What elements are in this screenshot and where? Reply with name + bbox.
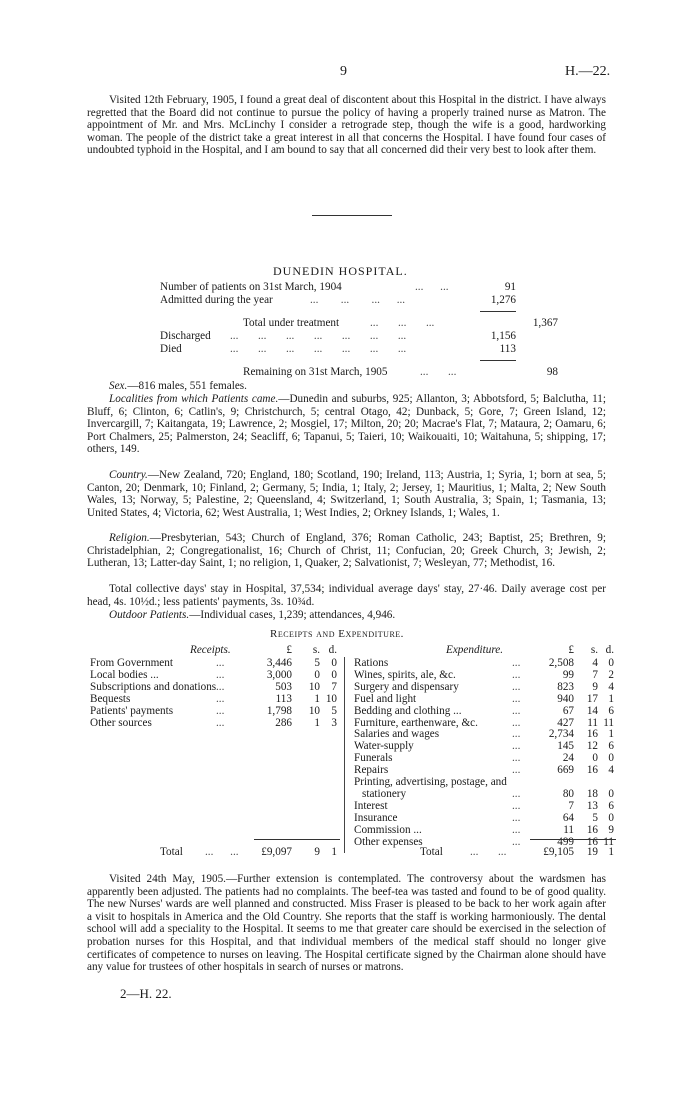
expense-pounds: 2,508 bbox=[548, 657, 574, 669]
expenditure-total-shillings: 19 bbox=[586, 846, 598, 858]
expense-label: Rations bbox=[354, 657, 389, 669]
expense-shillings: 16 bbox=[586, 764, 598, 777]
col-pence: d. bbox=[328, 644, 337, 656]
expense-pounds: 24 bbox=[562, 752, 574, 765]
religion-text: —Presbyterian, 543; Church of England, 376; Roman Catholic, 243; Baptist, 25; Brethren, 9; Christadelphian, 2; Congregationalist, 16; Church of Christ, 11; Confucian, 20; Greek Church, 3; Jewish, 2; Lutheran, 13; Latter-day Saint, 1; no religion, 1, Quaker, 2; Salvationist, 7; Wesleyan, 77; Methodist, 16. bbox=[87, 532, 606, 570]
receipt-label: Local bodies ... bbox=[90, 668, 159, 681]
receipts-total-shillings: 9 bbox=[314, 846, 320, 858]
dot-leader: ... ... ... ... ... ... ... bbox=[230, 330, 407, 342]
expense-shillings: 5 bbox=[592, 811, 598, 824]
dot-leader: ... bbox=[512, 657, 521, 669]
expense-label: stationery bbox=[362, 787, 407, 800]
expense-pounds: 499 bbox=[557, 835, 574, 848]
expense-pence: 11 bbox=[603, 716, 614, 729]
receipt-pence: 0 bbox=[331, 668, 337, 681]
expenditure-total-label: Total bbox=[420, 846, 443, 858]
receipt-pounds: 503 bbox=[275, 680, 292, 693]
receipt-shillings: 1 bbox=[314, 692, 320, 705]
expense-pence: 0 bbox=[608, 657, 614, 669]
dot-leader: ... ... bbox=[415, 281, 449, 293]
dot-leader: ... bbox=[512, 835, 521, 848]
receipt-pence: 3 bbox=[331, 716, 337, 729]
expense-pence: 0 bbox=[608, 811, 614, 824]
receipts-total-pounds: £9,097 bbox=[261, 846, 292, 858]
dot-leader: ... ... bbox=[420, 366, 457, 378]
receipt-pounds: 286 bbox=[275, 716, 292, 729]
stat-value-remaining: 98 bbox=[546, 366, 558, 378]
expense-label: Commission ... bbox=[354, 823, 422, 836]
expense-pence: 1 bbox=[608, 728, 614, 741]
col-pence: d. bbox=[605, 644, 614, 656]
receipt-label: Other sources bbox=[90, 716, 152, 729]
receipt-pence: 0 bbox=[331, 657, 337, 669]
expense-label: Printing, advertising, postage, and bbox=[354, 776, 507, 788]
religion-label: Religion. bbox=[109, 532, 150, 544]
expense-pence: 9 bbox=[608, 823, 614, 836]
expense-pounds: 145 bbox=[557, 740, 574, 753]
page-number: 9 bbox=[340, 64, 347, 79]
expense-shillings: 17 bbox=[586, 692, 598, 705]
outdoor-paragraph bbox=[87, 609, 606, 622]
expense-label: Bedding and clothing ... bbox=[354, 704, 462, 717]
expense-pounds: 823 bbox=[557, 680, 574, 693]
receipt-label: Bequests bbox=[90, 692, 131, 705]
receipt-shillings: 5 bbox=[314, 657, 320, 669]
dot-leader: ... bbox=[512, 680, 521, 693]
second-visit-paragraph: Visited 24th May, 1905.—Further extension is contemplated. The controversy about the wardsmen has apparently been adjusted. The patients had no complaints. The beef-tea was tasted and found to be of good quality. The new Nurses' wards are well planned and constructed. Miss Fraser is pleased to be back to her work again after a visit to hospitals in America and the Old Country. She reports that the staff is working harmoniously. The dental school will add a speciality to the Hospital. It seems to me that greater care should be exercised in the selection of probation nurses for this Hospital, and that individual members of the medical staff should no longer give certificates of competence to nurses on leaving. The Hospital certificate signed by the Chairman alone should have any value for trustees of other hospitals in search of nurses or matrons. bbox=[87, 873, 606, 974]
expense-pence: 6 bbox=[608, 799, 614, 812]
receipt-shillings: 0 bbox=[314, 668, 320, 681]
stat-value-total: 1,367 bbox=[532, 317, 558, 329]
localities-label: Localities from which Patients came. bbox=[109, 393, 279, 405]
receipt-pence: 7 bbox=[331, 680, 337, 693]
expense-label: Interest bbox=[354, 799, 388, 812]
expense-shillings: 13 bbox=[586, 799, 598, 812]
dot-leader: ... bbox=[512, 728, 521, 741]
col-shillings: s. bbox=[590, 644, 598, 656]
dot-leader: ... bbox=[512, 716, 521, 729]
outdoor-label: Outdoor Patients. bbox=[109, 609, 190, 621]
expense-pence: 6 bbox=[608, 704, 614, 717]
dot-leader: ... bbox=[216, 657, 225, 669]
receipt-pence: 10 bbox=[325, 692, 337, 705]
total-rule bbox=[254, 839, 340, 840]
expense-label: Surgery and dispensary bbox=[354, 680, 459, 693]
receipt-label: From Government bbox=[90, 657, 173, 669]
expense-shillings: 16 bbox=[586, 728, 598, 741]
expense-shillings: 7 bbox=[592, 668, 598, 681]
dot-leader: ... bbox=[512, 704, 521, 717]
sex-text: —816 males, 551 females. bbox=[127, 380, 247, 392]
localities-text: —Dunedin and suburbs, 925; Allanton, 3; Abbotsford, 5; Balclutha, 11; Bluff, 6; Clinton, 6; Catlin's, 9; Christchurch, 5; central Otago, 42; Dunback, 5; Gore, 7; Green Island, 12; Invercargill, 7; Kaitangata, 19; Lawrence, 2; Mosgiel, 17; Milton, 20; 20; Macrae's Flat, 7; Mataura, 2; Oamaru, 6; Port Chalmers, 25; Palmerston, 24; Seacliff, 6; Tapanui, 5; Taieri, 10; Waikouaiti, 10; Waitahuna, 5; shipping, 17; others, 149. bbox=[87, 393, 606, 456]
expense-pounds: 11 bbox=[563, 823, 574, 836]
dot-leader: ... bbox=[216, 704, 225, 717]
stat-label-remaining: Remaining on 31st March, 1905 bbox=[243, 366, 388, 378]
expense-pounds: 427 bbox=[557, 716, 574, 729]
expense-pence: 11 bbox=[603, 835, 614, 848]
stat-value-discharged: 1,156 bbox=[490, 330, 516, 342]
receipts-total-label: Total bbox=[160, 846, 183, 858]
accounts-title: Receipts and Expenditure. bbox=[270, 628, 404, 640]
expense-pence: 0 bbox=[608, 752, 614, 765]
stat-value-start: 91 bbox=[504, 281, 516, 293]
stat-label-total: Total under treatment bbox=[243, 317, 340, 329]
sum-rule bbox=[480, 311, 516, 312]
receipt-pounds: 113 bbox=[275, 692, 292, 705]
localities-paragraph bbox=[87, 393, 606, 456]
expense-pence: 4 bbox=[608, 764, 614, 777]
dot-leader: ... bbox=[216, 716, 225, 729]
total-rule bbox=[530, 839, 616, 840]
expense-shillings: 11 bbox=[587, 716, 598, 729]
dot-leader: ... bbox=[512, 787, 521, 800]
expense-label: Salaries and wages bbox=[354, 728, 440, 741]
dot-leader: ... bbox=[512, 740, 521, 753]
expense-pounds: 64 bbox=[562, 811, 574, 824]
dot-leader: ... bbox=[512, 692, 521, 705]
dot-leader: ... bbox=[512, 668, 521, 681]
expense-shillings: 0 bbox=[592, 752, 598, 765]
dot-leader: ... ... bbox=[470, 846, 507, 858]
dot-leader: ... bbox=[512, 752, 521, 765]
expense-shillings: 16 bbox=[586, 835, 598, 848]
expense-label: Wines, spirits, ale, &c. bbox=[354, 668, 456, 681]
expense-pounds: 67 bbox=[562, 704, 574, 717]
receipt-pence: 5 bbox=[331, 704, 337, 717]
receipt-label: Subscriptions and donations bbox=[90, 680, 217, 693]
country-text: —New Zealand, 720; England, 180; Scotland, 190; Ireland, 113; Austria, 1; Syria, 1; born at sea, 5; Canton, 20; Denmark, 10; Finland, 2; Germany, 5; India, 1; Italy, 2; Jersey, 1; Mauritius, 1; Malta, 2; New South Wales, 13; Norway, 5; Palestine, 2; Queensland, 4; Switzerland, 1; South Australia, 3; Spain, 1; Tasmania, 13; United States, 4; Victoria, 62; West Australia, 1; West Indies, 2; Orkney Islands, 1; Wales, 1. bbox=[87, 469, 606, 519]
dot-leader: ... bbox=[512, 823, 521, 836]
dot-leader: ... bbox=[512, 811, 521, 824]
religion-paragraph bbox=[87, 532, 606, 570]
expense-pence: 2 bbox=[608, 668, 614, 681]
receipt-pounds: 3,446 bbox=[266, 657, 292, 669]
dot-leader: ... ... ... ... bbox=[310, 294, 406, 306]
sex-paragraph bbox=[87, 380, 606, 393]
footer-signature: 2—H. 22. bbox=[120, 986, 172, 1001]
expense-label: Repairs bbox=[354, 764, 389, 777]
sex-label: Sex. bbox=[109, 380, 128, 392]
expense-pounds: 940 bbox=[557, 692, 574, 705]
sum-rule bbox=[480, 360, 516, 361]
expenditure-heading: Expenditure. bbox=[446, 644, 504, 656]
expense-label: Funerals bbox=[354, 752, 393, 765]
column-separator bbox=[344, 657, 345, 853]
receipt-label: Patients' payments bbox=[90, 704, 174, 717]
expense-label: Other expenses bbox=[354, 835, 423, 848]
expense-pounds: 669 bbox=[557, 764, 574, 777]
dot-leader: ... bbox=[216, 692, 225, 705]
expense-shillings: 9 bbox=[592, 680, 598, 693]
stat-value-admitted: 1,276 bbox=[490, 294, 516, 306]
col-shillings: s. bbox=[312, 644, 320, 656]
stat-label-discharged: Discharged bbox=[160, 330, 211, 342]
dot-leader: ... ... ... bbox=[370, 317, 435, 329]
expense-shillings: 16 bbox=[586, 823, 598, 836]
expense-label: Furniture, earthenware, &c. bbox=[354, 716, 478, 729]
dot-leader: ... bbox=[512, 799, 521, 812]
country-label: Country. bbox=[109, 469, 148, 481]
expense-pounds: 99 bbox=[562, 668, 574, 681]
hospital-title: DUNEDIN HOSPITAL. bbox=[273, 264, 408, 278]
dot-leader: ... ... bbox=[205, 846, 239, 858]
collective-paragraph: Total collective days' stay in Hospital, 37,534; individual average days' stay, 27·46. Daily average cost per head, 4s. 10½d.; less patients' payments, 3s. 10¾d. bbox=[87, 583, 606, 608]
stat-label-died: Died bbox=[160, 343, 182, 355]
receipts-heading: Receipts. bbox=[190, 644, 231, 656]
stat-value-died: 113 bbox=[499, 343, 516, 355]
expense-pence: 0 bbox=[608, 787, 614, 800]
country-paragraph bbox=[87, 469, 606, 519]
expense-pence: 1 bbox=[608, 692, 614, 705]
document-reference: H.—22. bbox=[565, 64, 611, 79]
dot-leader: ... ... ... ... ... ... ... bbox=[230, 343, 407, 355]
receipt-shillings: 10 bbox=[308, 704, 320, 717]
col-pounds: £ bbox=[568, 644, 574, 656]
receipt-shillings: 1 bbox=[314, 716, 320, 729]
intro-paragraph: Visited 12th February, 1905, I found a great deal of discontent about this Hospital in the district. I have always regretted that the Board did not continue to pursue the policy of having a properly trained nurse as Matron. The appointment of Mr. and Mrs. McLinchy I consider a retrograde step, though the wife is a good, hardworking woman. The people of the district take a great interest in all that concerns the Hospital. I have found four cases of undoubted typhoid in the Hospital, and I am bound to say that all concerned did their very best to look after them. bbox=[87, 94, 606, 157]
expense-label: Insurance bbox=[354, 811, 398, 824]
expense-pounds: 80 bbox=[562, 787, 574, 800]
expense-label: Fuel and light bbox=[354, 692, 417, 705]
expense-pence: 6 bbox=[608, 740, 614, 753]
stat-label-start: Number of patients on 31st March, 1904 bbox=[160, 281, 342, 293]
receipt-shillings: 10 bbox=[308, 680, 320, 693]
expense-pence: 4 bbox=[608, 680, 614, 693]
expense-shillings: 4 bbox=[592, 657, 598, 669]
expense-label: Water-supply bbox=[354, 740, 414, 753]
col-pounds: £ bbox=[286, 644, 292, 656]
expense-shillings: 14 bbox=[586, 704, 598, 717]
expenditure-total-pence: 1 bbox=[608, 846, 614, 858]
receipt-pounds: 3,000 bbox=[266, 668, 292, 681]
outdoor-text: —Individual cases, 1,239; attendances, 4,946. bbox=[189, 609, 396, 621]
receipt-pounds: 1,798 bbox=[266, 704, 292, 717]
section-divider bbox=[312, 215, 392, 216]
expense-shillings: 18 bbox=[586, 787, 598, 800]
expense-shillings: 12 bbox=[586, 740, 598, 753]
expense-pounds: 2,734 bbox=[548, 728, 574, 741]
expense-pounds: 7 bbox=[568, 799, 574, 812]
expenditure-total-pounds: £9,105 bbox=[543, 846, 574, 858]
stat-label-admitted: Admitted during the year bbox=[160, 294, 273, 306]
dot-leader: ... bbox=[216, 680, 225, 693]
dot-leader: ... bbox=[216, 668, 225, 681]
dot-leader: ... bbox=[512, 764, 521, 777]
receipts-total-pence: 1 bbox=[331, 846, 337, 858]
